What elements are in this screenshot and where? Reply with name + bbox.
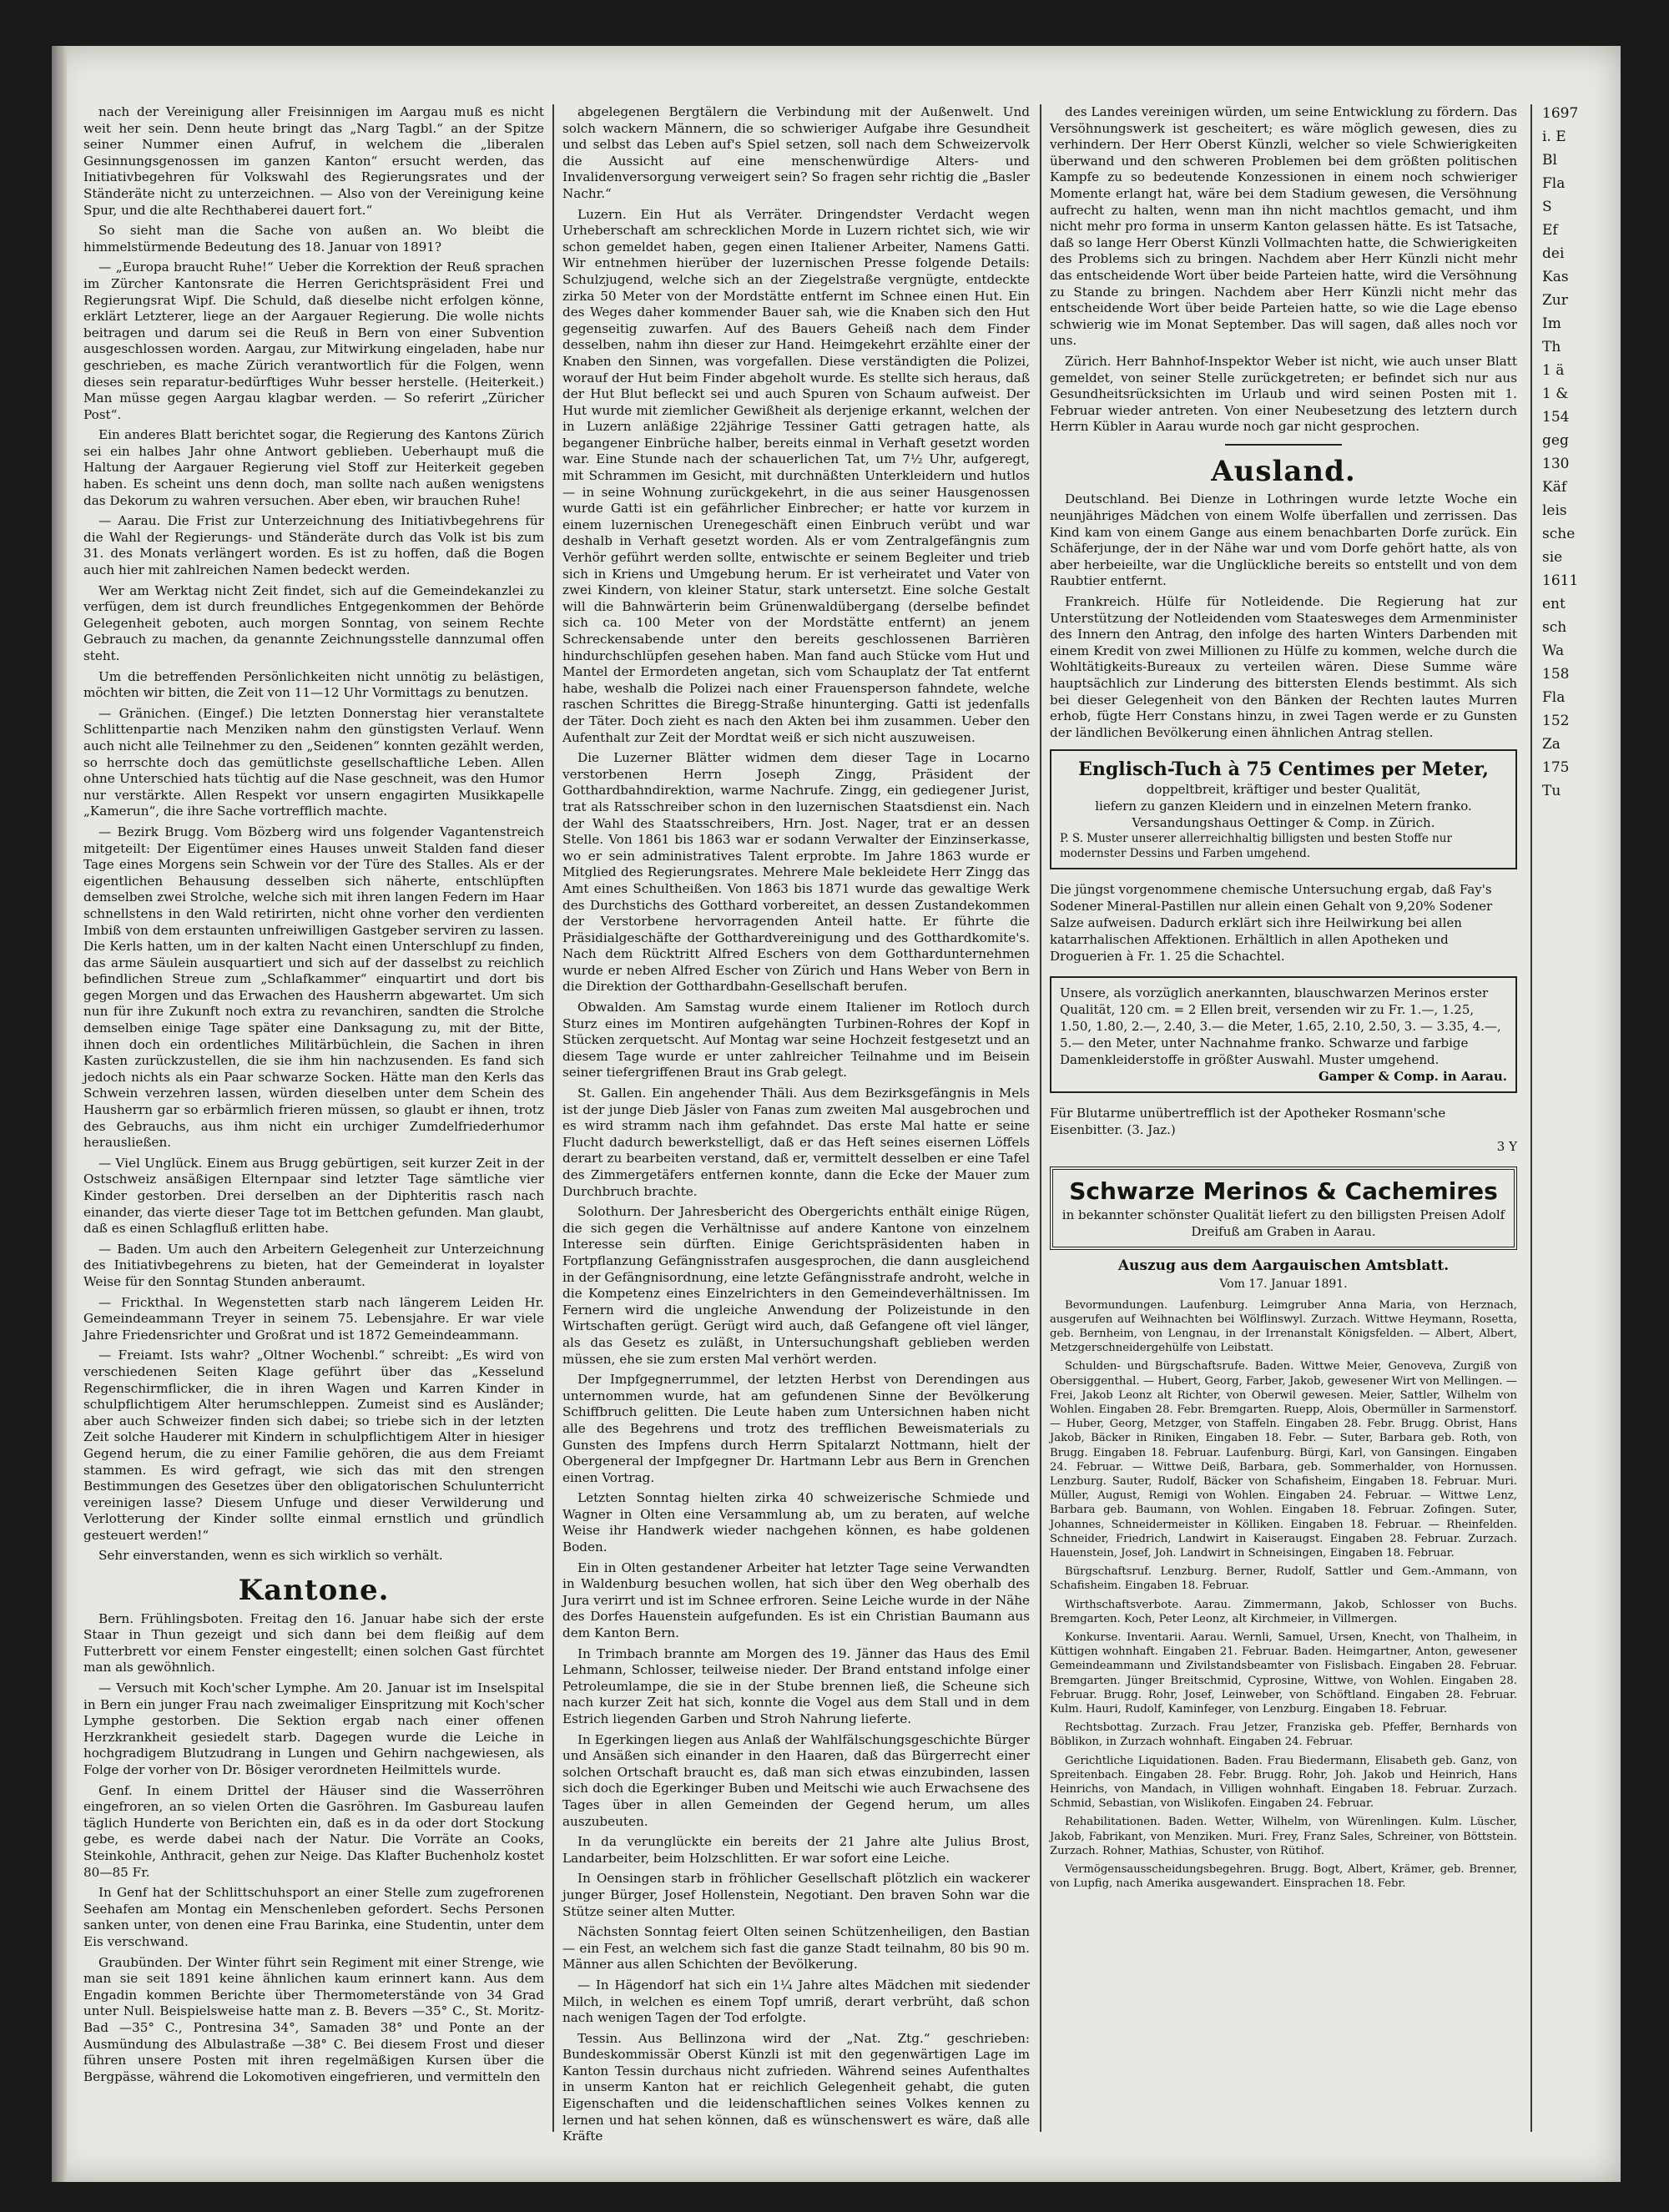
separator-rule — [1225, 444, 1342, 446]
paragraph: i. E — [1542, 128, 1566, 145]
paragraph: Bl — [1542, 152, 1557, 169]
paragraph: — Bezirk Brugg. Vom Bözberg wird uns folgender Vagantenstreich mitgeteilt: Der Eigentümer eines Hauses unweit Stalden fand dieser Tage eines Morgens sein Schwein vor der Türe des Stalles. Als er der eigentlichen Behausung desselben sich näherte, entschlüpften demselben zwei Strolche, welche sich mit ihren langen Federn im Haar schnellstens in den Wald retirirten, nicht ohne vorher den verdienten Imbiß von dem erstaunten unfreiwilligen Gastgeber serviren zu lassen. Die Kerls hatten, um in der kalten Nacht einen Unterschlupf zu finden, das arme Säulein ausquartiert und sich auf der dasselbst zu reichlich befindlichen Streue zum „Schlafkammer“ einquartirt und dort bis gegen Morgen und das Erwachen des Hausherrn abgewartet. Um sich nun für ihre Zukunft noch extra zu revanchiren, sandten die Strolche demselben einige Tage später eine Danksagung zu, mit der Bitte, ihnen doch ein ordentliches Militärbüchlein, die Sachen in ihren Kasten zurückzustellen, die sie ihm hin nachzusenden. Es fand sich jedoch nichts als ein Paar schwarze Socken. Hätte man den Kerls das Schwein verzehren lassen, würden dieselben unter dem Schein des Hausherrn gar so erbärmlich frieren müssen, so glaubt er ihnen, trotz des Gebrauchs, aus ihm nicht ein urchiger Zumdelfriederhumor herausließen. — [83, 824, 544, 1151]
paragraph: 1611 — [1542, 572, 1579, 589]
newspaper-page — [52, 46, 1621, 2182]
ad-eisenbitter — [1050, 1101, 1517, 1158]
paragraph: St. Gallen. Ein angehender Thäli. Aus dem Bezirksgefängnis in Mels ist der junge Dieb Jäsler von Fanas zum zweiten Mal ausgebrochen und es wird stramm nach ihm gefahndet. Das erste Mal hatte er seine Flucht dadurch bewerkstelligt, daß er das Heft seines eisernen Löffels derart zu bearbeiten verstand, daß er, vermittelt desselben er eine Tafel des Zimmergetäfers entfernen konnte, dann die Ecke der Mauer zum Durchbruch brachte. — [562, 1086, 1030, 1199]
paragraph: Za — [1542, 736, 1561, 753]
paragraph: Luzern. Ein Hut als Verräter. Dringendster Verdacht wegen Urheberschaft am schrecklichen Morde in Luzern richtet sich, wie wir schon gemeldet haben, gegen einen Italiener Arbeiter, Namens Gatti. Wir entnehmen hierüber der luzernischen Presse folgende Details: Schulzjugend, welche sich an der Ziegelstraße vergnügte, entdeckte zirka 50 Meter von der Mordstätte entfernt im Schnee einen Hut. Ein des Weges daher kommender Bauer sah, wie die Knaben sich den Hut gegenseitig zuwarfen. Auf des Bauers Geheiß nach dem Finder desselben, nahm ihn dieser zur Hand. Heimgekehrt erzählte einer der Knaben den Sinnen, was vorgefallen. Diese verständigten die Polizei, worauf der Hut beim Finder abgeholt wurde. Es stellte sich heraus, daß der Hut Blut befleckt sei und auch Spuren von Schaum aufweist. Der Hut wurde mit ziemlicher Gewißheit als derjenige erkannt, welchen der in Luzern anläßige 22jährige Tessiner Gatti getragen hatte, als begangener Einbrüche halber, bereits einmal in Verhaft gesetzt worden war. Eine Stunde nach der schauerlichen Tat, um 7½ Uhr, aufgeregt, mit Schrammen im Gesicht, mit durchnäßten Unterkleidern und hutlos — in seine Wohnung zurückgekehrt, in die aus seiner Hausgenossen wurde Gatti ist ein gefährlicher Einbrecher; er hatte vor kurzem in einem luzernischen Urenegeschäft einen Einbruch verübt und war deshalb in Verhaft gesetzt worden. Als er vom Zentralgefängnis zum Verhör geführt werden sollte, entwischte er seinem Begleiter und trieb sich in Kriens und Umgebung herum. Er ist verheiratet und Vater von zwei Kindern, von kleiner Statur, stark untersetzt. Eine solche Gestalt will die Bahnwärterin beim Grünenwaldübergang (derselbe befindet sich ca. 100 Meter von der Mordstätte entfernt) an jenem Schreckensabende unter den bereits geschlossenen Barrièren hindurchschlüpfen gesehen haben. Man fand auch Stücke vom Hut und Mantel der Ermordeten angetan, sich vom Schauplatz der Tat entfernt habe, weshalb die Polizei nach einer Frauensperson fahndete, welche raschen Schrittes die Biregg-Straße hinunterging. Gatti ist jedenfalls der Täter. Doch zieht es nach den Akten bei ihm zusammen. Ueber den Aufenthalt zur Zeit der Mordtat weiß er sich nicht auszuweisen. — [562, 206, 1030, 745]
column-rule — [1530, 104, 1532, 2132]
ad-code: 3 Y — [1496, 1139, 1517, 1155]
paragraph: Ef — [1542, 222, 1558, 239]
paragraph: Solothurn. Der Jahresbericht des Obergerichts enthält einige Rügen, die sich gegen die Verhältnisse auf andere Kantone von einzelnem Interesse sein dürften. Einige Gerichtspräsidenten haben in Fortpflanzung Gefängnisstrafen ausgesprochen, die dann ausgleichend in der Gefängnisordnung, eine letzte Gefängnisstrafe androht, welche in die Kompetenz eines Einzelrichters in den Gemeindeverhältnissen. Im Fernern wird die ungleiche Anwendung der Polizeistunde in den Wirtschaften gerügt. Gerügt wird auch, daß Gefangene oft viel länger, als das Gesetz es zuläßt, in Untersuchungshaft geblieben werden müssen, ehe sie zum ersten Mal verhört werden. — [562, 1204, 1030, 1367]
ad-englisch-tuch — [1050, 749, 1517, 869]
paragraph: — Viel Unglück. Einem aus Brugg gebürtigen, seit kurzer Zeit in der Ostschweiz ansäßigen Elternpaar sind letzter Tage sämtliche vier Kinder gestorben. Drei derselben an der Diphteritis rasch nach einander, das vierte dieser Tage tot im Bettchen gefunden. Man glaubt, daß es einen Schlagfluß erlitten habe. — [83, 1155, 544, 1237]
paragraph: — Aarau. Die Frist zur Unterzeichnung des Initiativbegehrens für die Wahl der Regierungs- und Ständeräte durch das Volk ist bis zum 31. des Monats verlängert worden. Es ist zu hoffen, daß die Bogen auch hier mit zahlreichen Namen bedeckt werden. — [83, 513, 544, 578]
paragraph: nach der Vereinigung aller Freisinnigen im Aargau muß es nicht weit her sein. Denn heute bringt das „Narg Tagbl.“ an der Spitze seiner Nummer einen Aufruf, in welchem die „liberalen Gesinnungsgenossen im ganzen Kanton“ ersucht werden, das Initiativbegehren für Volkswahl des Regierungsrates und der Ständeräte nicht zu unterzeichnen. — Also von der Vereinigung keine Spur, und die alte Rechthaberei dauert fort.“ — [83, 104, 544, 218]
paragraph: Letzten Sonntag hielten zirka 40 schweizerische Schmiede und Wagner in Olten eine Versammlung ab, um zu beraten, auf welche Weise ihr Handwerk wieder nachgehen können, es habe goldenen Boden. — [562, 1490, 1030, 1555]
paragraph: Nächsten Sonntag feiert Olten seinen Schützenheiligen, den Bastian — ein Fest, an welchem sich fast die ganze Stadt teilnahm, 80 bis 90 m. Männer aus allen Schichten der Bevölkerung. — [562, 1924, 1030, 1973]
amtsblatt-title: Auszug aus dem Aargauischen Amtsblatt. — [1117, 1257, 1450, 1275]
paragraph: Schulden- und Bürgschaftsrufe. Baden. Wittwe Meier, Genoveva, Zurgiß von Obersiggenthal. — Hubert, Georg, Farber, Jakob, gewesener Wirt von Mellingen. — Frei, Jakob Leonz alt Richter, von Oberwil gewesen. Meier, Sattler, Wilhelm von Wohlen. Eingaben 28. Febr. Bremgarten. Ruepp, Alois, Obermüller in Sarmenstorf. — Huber, Georg, Metzger, von Staffeln. Eingaben 28. Febr. Brugg. Obrist, Hans Jakob, Bäcker in Riniken, Eingaben 18. Febr. — Suter, Barbara geb. Roth, von Brugg. Eingaben 18. Februar. Laufenburg. Bürgi, Karl, von Gansingen. Eingaben 24. Februar. — Wittwe Deiß, Barbara, geb. Sommerhalder, von Hornussen. Lenzburg. Sauter, Rudolf, Bäcker von Schafisheim, Eingaben 18. Februar. Muri. Müller, August, Remigi von Wohlen. Eingaben 24. Februar. — Wittwe Lenz, Barbara geb. Baumann, von Wohlen. Eingaben 18. Februar. Zofingen. Suter, Johannes, Schneidermeister in Kölliken. Eingaben 18. Februar. — Rheinfelden. Schneider, Friedrich, Landwirt in Kaiseraugst. Eingaben 28. Februar. Zurzach. Hauenstein, Josef, Joh. Landwirt in Schneisingen, Eingaben 18. Februar. — [1050, 1360, 1517, 1560]
paragraph: Fla — [1542, 689, 1566, 706]
paragraph: Frankreich. Hülfe für Notleidende. Die Regierung hat zur Unterstützung der Notleidenden vom Staatesweges dem Armenminister des Innern den Antrag, den infolge des harten Winters Darbenden mit einem Kredit von zwei Millionen zu Hülfe zu kommen, welche durch die Wohltätigkeits-Bureaux zu verteilen wären. Diese Summe wäre hauptsächlich zur Linderung des bittersten Elends bestimmt. Als sich bei dieser Gelegenheit von den Bänken der Rechten lautes Murren erhob, fügte Herr Constans hinzu, in zwei Tagen werde er zu Gunsten der ländlichen Bevölkerung einen ähnlichen Antrag stellen. — [1050, 594, 1517, 740]
paragraph: Wirthschaftsverbote. Aarau. Zimmermann, Jakob, Schlosser von Buchs. Bremgarten. Koch, Peter Leonz, alt Kirchmeier, in Villmergen. — [1050, 1598, 1517, 1625]
paragraph: geg — [1542, 432, 1569, 449]
paragraph: Wer am Werktag nicht Zeit findet, sich auf die Gemeindekanzlei zu verfügen, dem ist durch freundliches Entgegenkommen der Behörde Gelegenheit geboten, auch morgen Sonntag, von seinem Rechte Gebrauch zu machen, da genannte Zeichnungsstelle dannzumal offen steht. — [83, 582, 544, 663]
paragraph: In Oensingen starb in fröhlicher Gesellschaft plötzlich ein wackerer junger Bürger, Josef Hollenstein, Negotiant. Den braven Sohn war die Stütze seiner alten Mutter. — [562, 1871, 1030, 1919]
paragraph: S — [1542, 199, 1552, 215]
paragraph: Um die betreffenden Persönlichkeiten nicht unnötig zu belästigen, möchten wir bitten, die Zeit von 11—12 Uhr Vormittags zu benutzen. — [83, 668, 544, 701]
column-rule — [552, 104, 554, 2132]
column-2-paragraphs — [562, 104, 1030, 2145]
paragraph: Graubünden. Der Winter führt sein Regiment mit einer Strenge, wie man sie seit 1891 keine ähnlichen kaum erinnert kann. Aus dem Engadin kommen Berichte über Thermometerstände von 34 Grad unter Null. Beispielsweise hatte man z. B. Bevers —35° C., St. Moritz-Bad —35° C., Pontresina 34°, Samaden 38° und Ponte an der Ausmündung des Albulastraße —38° C. Bei diesem Frost und dieser führen unsere Posten mit ihren regelmäßigen Kursen über die Bergpässe, während die Lokomotiven eingefrieren, und vermitteln den — [83, 1954, 544, 2084]
paragraph: Sehr einverstanden, wenn es sich wirklich so verhält. — [98, 1548, 443, 1564]
paragraph: So sieht man die Sache von außen an. Wo bleibt die himmelstürmende Bedeutung des 18. Januar von 1891? — [83, 223, 544, 254]
paragraph: Zur — [1542, 292, 1568, 309]
ad-body: Die jüngst vorgenommene chemische Untersuchung ergab, daß Fay's Sodener Mineral-Pastillen nur allein einen Gehalt von 9,20% Sodener Salze aufweisen. Dadurch erklärt sich ihre Heilwirkung bei allen katarrhalischen Affektionen. Erhältlich in allen Apotheken und Droguerien à Fr. 1. 25 die Schachtel. — [1050, 882, 1493, 965]
paragraph: 154 — [1542, 409, 1570, 426]
paragraph: Der Impfgegnerrummel, der letzten Herbst von Derendingen aus unternommen wurde, hat am gefundenen Sinne der Bevölkerung Schiffbruch gelitten. Die Leute haben zum Untersichnen haben nicht alle des Begehrens und trotz des trefflichen Beweismaterials zu Gunsten des Impfens durch Herrn Spitalarzt Nottmann, hielt der Obergeneral der Impfgegner Dr. Hartmann Lebr aus Bern in Grenchen einen Vortrag. — [562, 1372, 1030, 1485]
paragraph: Obwalden. Am Samstag wurde einem Italiener im Rotloch durch Sturz eines im Montiren aufgehängten Turbinen-Rohres der Kopf in Stücken zerquetscht. Auf Montag war seine Hochzeit festgesetzt und an diesem Tage wurde er unter zahlreicher Teilnahme und im Beisein seiner tiefergriffenen Braut ins Grab gelegt. — [562, 1000, 1030, 1081]
paragraph: Ein anderes Blatt berichtet sogar, die Regierung des Kantons Zürich sei ein halbes Jahr ohne Antwort geblieben. Ueberhaupt muß die Haltung der Aargauer Regierung viel Stoff zur Heiterkeit gegeben haben. Es scheint uns denn doch, man sollte nach außen wenigstens das Dekorum zu wahren versuchen. Aber eben, wir brauchen Ruhe! — [83, 427, 544, 508]
paragraph: Tu — [1542, 783, 1561, 799]
paragraph: 1697 — [1542, 105, 1579, 122]
paragraph: Fla — [1542, 175, 1566, 192]
section-heading-ausland: Ausland. — [1211, 454, 1356, 488]
paragraph: — Baden. Um auch den Arbeitern Gelegenheit zur Unterzeichnung des Initiativbegehrens zu bieten, hat der Gemeinderat in loyalster Weise für den Sonntag Stunden anberaumt. — [83, 1241, 544, 1289]
paragraph: sie — [1542, 549, 1563, 566]
paragraph: Kas — [1542, 269, 1569, 285]
paragraph: Zürich. Herr Bahnhof-Inspektor Weber ist nicht, wie auch unser Blatt gemeldet, von seiner Stelle zurückgetreten; er befindet sich nur aus Gesundheitsrücksichten im Urlaub und wird seinen Posten mit 1. Februar wieder antreten. Von einer Neubesetzung des letztern durch Herrn Kübler in Aarau wurde noch gar nicht gesprochen. — [1050, 353, 1517, 435]
column-1-paragraphs — [83, 104, 544, 1565]
paragraph: sch — [1542, 619, 1567, 636]
paragraph: Bevormundungen. Laufenburg. Leimgruber Anna Maria, von Herznach, ausgerufen auf Weihnachten bei Wölflinswyl. Zurzach. Wittwe Heymann, Rosetta, geb. Bernheim, von Lengnau, in der Irrenanstalt Königsfelden. — Albert, Albert, Metzgerschneidergehülfe von Leibstatt. — [1050, 1298, 1517, 1355]
paragraph: — „Europa braucht Ruhe!“ Ueber die Korrektion der Reuß sprachen im Zürcher Kantonsrate die Herren Gerichtspräsident Frei und Regierungsrat Wipf. Die Schuld, daß dieselbe nicht erfolgen könne, erklärt Letzterer, liege an der Aargauer Regierung. Die wolle nichts beitragen und darum sei die Reuß in Bern von einer Subvention ausgeschlossen worden. Aargau, zur Mitwirkung eingeladen, habe nur geschrieben, es mache Zürich verantwortlich für die Folgen, wenn dieses sein reparatur-bedürftiges Wuhr besser herstelle. (Heiterkeit.) Man müsse gegen Aargau klagbar werden. — So referirt „Züricher Post“. — [83, 259, 544, 422]
paragraph: abgelegenen Bergtälern die Verbindung mit der Außenwelt. Und solch wackern Männern, die so schwieriger Aufgabe ihre Gesundheit und selbst das Leben auf's Spiel setzen, soll nach dem Schweizervolk die Aussicht auf eine menschenwürdige Alters- und Invalidenversorgung verweigert sein? So fragen sehr richtig die „Basler Nachr.“ — [562, 104, 1030, 201]
paragraph: Vermögensausscheidungsbegehren. Brugg. Bogt, Albert, Krämer, geb. Brenner, von Lupfig, nach Amerika ausgewandert. Einsprachen 18. Febr. — [1050, 1863, 1517, 1891]
column-rule — [1040, 104, 1041, 2132]
paragraph: — Freiamt. Ists wahr? „Oltner Wochenbl.“ schreibt: „Es wird von verschiedenen Seiten Klage geführt über das „Kesselund Regenschirmflicker, die in ihren Wagen und Karren Kinder in schulpflichtigem Alter herumschleppen. Zumeist sind es Ausländer; aber auch Schweizer finden sich dabei; so triebe sich in der letzten Zeit solche Hauderer mit Kindern in schulpflichtigem Alter in hiesiger Gegend herum, die zu einer Familie gehören, die aus dem Freiamt stammen. Es wird gefragt, wie sich das mit den strengen Bestimmungen des Gesetzes über den obligatorischen Schulunterricht vereinigen lasse? Diesem Unfuge und dieser Verwilderung und Verlotterung der Kinder sollte einmal ernstlich und gründlich gesteuert werden!“ — [83, 1348, 544, 1543]
column-3-ausland-paragraphs — [1050, 491, 1517, 741]
paragraph: 158 — [1542, 666, 1570, 683]
column-2 — [562, 104, 1030, 2144]
paragraph: — Versuch mit Koch'scher Lymphe. Am 20. Januar ist im Inselspital in Bern ein junger Frau nach zweimaliger Einspritzung mit Koch'scher Lymphe gestorben. Die Sektion ergab nach einer offenen Herzkrankheit gesiedelt starb. Dagegen wurde die Leiche in hochgradigem Blutzudrang in Lungen und Gehirn nachgewiesen, als Folge der vorher von Dr. Bösiger verordneten Heilmittels wurde. — [83, 1680, 544, 1777]
ad-body: liefern zu ganzen Kleidern und in einzelnen Metern franko. Versandungshaus Oettinger & Comp. in Zürich. — [1095, 799, 1472, 831]
ad-body: in bekannter schönster Qualität liefert zu den billigsten Preisen Adolf Dreifuß am Graben in Aarau. — [1061, 1207, 1505, 1240]
ad-title: Englisch-Tuch à 75 Centimes per Meter, — [1078, 758, 1489, 781]
paragraph: 1 ä — [1542, 362, 1565, 379]
paragraph: Konkurse. Inventarii. Aarau. Wernli, Samuel, Ursen, Knecht, von Thalheim, in Küttigen wohnhaft. Eingaben 21. Februar. Baden. Heimgartner, Anton, gewesener Gemeindeammann und Zivilstandsbeamter von Fislisbach. Eingaben 28. Februar. Bremgarten. Jünger Breitschmid, Cyprosine, Wittwe, von Wohlen. Eingaben 28. Februar. Brugg. Rohr, Josef, Leinweber, von Schöftland. Eingaben 28. Februar. Kulm. Hauri, Rudolf, Kaminfeger, von Lenzburg. Eingaben 18. Februar. — [1050, 1631, 1517, 1716]
ad-fays-pastillen — [1050, 878, 1517, 968]
column-1-kantone-paragraphs — [83, 1611, 544, 2086]
amtsblatt-entries — [1050, 1298, 1517, 1892]
paragraph: 152 — [1542, 713, 1570, 729]
ad-title: Schwarze Merinos & Cachemires — [1069, 1177, 1498, 1206]
paragraph: In da verunglückte ein bereits der 21 Jahre alte Julius Brost, Landarbeiter, beim Holzschlitten. Er war sofort eine Leiche. — [562, 1834, 1030, 1866]
column-3-paragraphs — [1050, 104, 1517, 436]
paragraph: 1 & — [1542, 385, 1569, 402]
paragraph: Genf. In einem Drittel der Häuser sind die Wasserröhren eingefroren, an so vielen Orten die Gasröhren. Im Gasbureau laufen täglich Hunderte von Berichten ein, daß es in da oder dort Stockung gebe, es werde dabei nach der Natur. Die Vorräte an Cooks, Steinkohle, Anthracit, gehen zur Neige. Das Klafter Buchenholz kostet 80—85 Fr. — [83, 1782, 544, 1880]
paragraph: In Genf hat der Schlittschuhsport an einer Stelle zum zugefrorenen Seehafen am Montag ein Menschenleben gefordert. Sechs Personen sanken unter, von denen eine Frau Barinka, eine Studentin, unter dem Eis verschwand. — [83, 1885, 544, 1949]
paragraph: Deutschland. Bei Dienze in Lothringen wurde letzte Woche ein neunjähriges Mädchen von einem Wolfe überfallen und zerrissen. Das Kind kam von einem Gange aus einem benachbarten Dorfe zurück. Ein Schäferjunge, der in der Nähe war und vom Dorfe gehört hatte, als von aber herbeieilte, war die Unglückliche bereits so entstellt und von dem Raubtier entfernt. — [1050, 491, 1517, 589]
paragraph: Bern. Frühlingsboten. Freitag den 16. Januar habe sich der erste Staar in Thun gezeigt und sich dann bei dem fleißig auf dem Futterbrett vor einem Fenster eingestellt; einen solchen Gast fürchtet man als gewöhnlich. — [83, 1610, 544, 1675]
paragraph: leis — [1542, 502, 1567, 519]
section-heading-kantone: Kantone. — [238, 1574, 390, 1608]
paragraph: Gerichtliche Liquidationen. Baden. Frau Biedermann, Elisabeth geb. Ganz, von Spreitenbach. Eingaben 28. Febr. Brugg. Rohr, Joh. Jakob und Heinrich, Hans Heinrichs, von Mandach, in Villigen wohnhaft. Eingaben 18. Februar. Zurzach. Schmid, Sebastian, von Wislikofen. Eingaben 24. Februar. — [1050, 1754, 1517, 1811]
ad-note: P. S. Muster unserer allerreichhaltig billigsten und besten Stoffe nur modernster Dessins und Farben umgehend. — [1060, 832, 1452, 861]
paragraph: — Gränichen. (Eingef.) Die letzten Donnerstag hier veranstaltete Schlittenpartie nach Menziken nahm den günstigsten Verlauf. Wenn auch nicht alle Teilnehmer zu den „Seidenen“ konnten gezählt werden, so herrschte doch das gemütlichste gesellschaftliche Leben. Allen ohne Unterschied hats tüchtig auf die Nase geschneit, was den Humor nur verstärkte. Allen Respekt vor unsern engagirten Musikkapelle „Kamerun“, die ihre Sache vortrefflich machte. — [83, 705, 544, 819]
paragraph: sche — [1542, 526, 1576, 542]
paragraph: Käf — [1542, 479, 1567, 496]
ad-schwarze-merinos — [1050, 1166, 1517, 1250]
paragraph: 175 — [1542, 759, 1570, 776]
paragraph: 130 — [1542, 456, 1570, 472]
ad-body: Für Blutarme unübertrefflich ist der Apotheker Rosmann'sche Eisenbitter. (3. Jaz.) — [1050, 1106, 1446, 1138]
paragraph: ent — [1542, 596, 1566, 612]
paragraph: Bürgschaftsruf. Lenzburg. Berner, Rudolf, Sattler und Gem.-Ammann, von Schafisheim. Eingaben 18. Februar. — [1050, 1565, 1517, 1593]
paragraph: dei — [1542, 245, 1565, 262]
paragraph: — In Hägendorf hat sich ein 1¼ Jahre altes Mädchen mit siedender Milch, in welchen es einem Topf umriß, derart verbrüht, daß schon nach wenigen Tagen der Tod erfolgte. — [562, 1977, 1030, 2026]
paragraph: — Frickthal. In Wegenstetten starb nach längerem Leiden Hr. Gemeindeammann Treyer in seinem 75. Lebensjahre. Er war viele Jahre Friedensrichter und Großrat und ist 1872 Gemeindeammann. — [83, 1294, 544, 1343]
page-gutter — [52, 46, 67, 2182]
paragraph: Tessin. Aus Bellinzona wird der „Nat. Ztg.“ geschrieben: Bundeskommissär Oberst Künzli ist mit den gegenwärtigen Lage im Kanton Tessin durchaus nicht zufrieden. Während seines Aufenthaltes in unserm Kanton hat er reichlich Gelegenheit gehabt, die guten Eigenschaften und die leidenschaftlichen seines Volkes kennen zu lernen und hat sehen können, daß es wünschenswert es wäre, daß alle Kräfte — [562, 2030, 1030, 2144]
ad-body: Unsere, als vorzüglich anerkannten, blauschwarzen Merinos erster Qualität, 120 cm. = 2 Ellen breit, versenden wir zu Fr. 1.—, 1.25, 1.50, 1.80, 2.—, 2.40, 3.— die Meter, 1.65, 2.10, 2.50, 3. — 3.35, 4.—, 5.— den Meter, unter Nachnahme franko. Schwarze und farbige Damenkleiderstoffe in größter Auswahl. Muster umgehend. — [1060, 985, 1501, 1068]
paragraph: Wa — [1542, 642, 1565, 659]
ad-firm: Gamper & Comp. in Aarau. — [1318, 1069, 1507, 1085]
column-4-fragments — [1542, 104, 1621, 800]
ad-merinos — [1050, 976, 1517, 1093]
paragraph: Die Luzerner Blätter widmen dem dieser Tage in Locarno verstorbenen Herrn Joseph Zingg, Präsident der Gotthardbahndirektion, warme Nachrufe. Zingg, ein gediegener Jurist, trat als Ratsschreiber schon in den luzernischen Staatsdienst ein. Nach der Wahl des Staatsschreibers, Hrn. Jost. Nager, trat er an dessen Stelle. Von 1861 bis 1863 war er sodann Verwalter der Einzinserkasse, wo er sein administratives Talent erprobte. Im Jahre 1863 wurde er Mitglied des Regierungsrates. Mehrere Male bekleidete Herr Zingg das Amt eines Schultheißen. Von 1863 bis 1871 wurde das gewaltige Werk des Durchstichs des Gotthard vorbereitet, an dessen Zustandekommen der Verstorbene hervorragenden Anteil hatte. Er führte die Präsidialgeschäfte der Gotthardvereinigung und des Gotthardkomite's. Nach dem Rücktritt Alfred Eschers von dem Gotthardunternehmen wurde er neben Alfred Escher von Zürich und Hans Weber von Bern in die Direktion der Gotthardbahn-Gesellschaft berufen. — [562, 750, 1030, 995]
paragraph: In Trimbach brannte am Morgen des 19. Jänner das Haus des Emil Lehmann, Schlosser, teilweise nieder. Der Brand entstand infolge einer Petroleumlampe, die sie in der Stube brennen ließ, die Scheune sich nach kurzer Zeit hat sich, konnte die Vogel aus dem Stall und in dem Estrich liegenden Garben und Stroh Nahrung lieferte. — [562, 1645, 1030, 1726]
paragraph: Rechtsbottag. Zurzach. Frau Jetzer, Franziska geb. Pfeffer, Bernhards von Böblikon, in Zurzach wohnhaft. Eingaben 24. Februar. — [1050, 1721, 1517, 1749]
paragraph: Ein in Olten gestandener Arbeiter hat letzter Tage seine Verwandten in Waldenburg besuchen wollen, hat sich über den Weg oberhalb des Jura verirrt und ist im Schnee erfroren. Seine Leiche wurde in der Nähe des Dorfes Hauenstein aufgefunden. Es ist ein Christian Baumann aus dem Kanton Bern. — [562, 1559, 1030, 1641]
paragraph: In Egerkingen liegen aus Anlaß der Wahlfälschungsgeschichte Bürger und Ansäßen sich einander in den Haaren, daß das Bürgerrecht einer solchen Ortschaft braucht es, daß man sich etwas einzubinden, lassen sich doch die Egerkinger Buben und Meitschi wie auch Erwachsene des Tages über in allen Gemeinden der Gegend herum, um alles auszubeuten. — [562, 1731, 1030, 1829]
column-1 — [83, 104, 544, 2132]
ad-subtitle: doppeltbreit, kräftiger und bester Qualität, — [1146, 782, 1421, 798]
paragraph: des Landes vereinigen würden, um seine Entwicklung zu fördern. Das Versöhnungswerk ist gescheitert; es wäre möglich gewesen, dies zu verhindern. Der Herr Oberst Künzli, welcher so viele Schwierigkeiten überwand und den schweren Problemen bei dem größten politischen Kampfe zu so bedeutende Konzessionen in einem noch schwieriger Momente erlangt hat, wäre bei dem Stadium gewesen, die Versöhnung aufrecht zu halten, wenn man ihn nicht machtlos gemacht, und ihm nicht mehr pro forma in unserm Kanton gelassen hätte. Es ist Tatsache, daß so lange Herr Oberst Künzli Vollmachten hatte, die Schwierigkeiten des Problems sich zu bringen. Nachdem aber Herr Künzli nicht mehr das entscheidende Wort über beide Parteien hatte, wird die Versöhnung zu Stande zu bringen. Nachdem aber Herr Künzli nicht mehr das entscheidende Wort über beide Parteien hatte, so wie die Lage ebenso schwierig wie im Monat September. Das will sagen, daß alles noch vor uns. — [1050, 104, 1517, 349]
column-3 — [1050, 104, 1517, 2132]
column-4-fragment — [1542, 104, 1621, 2132]
paragraph: Rehabilitationen. Baden. Wetter, Wilhelm, von Würenlingen. Kulm. Lüscher, Jakob, Fabrikant, von Menziken. Muri. Frey, Franz Sales, Schreiner, von Böttstein. Zurzach. Rohner, Mathias, Schuster, von Rütihof. — [1050, 1816, 1517, 1857]
paragraph: Th — [1542, 339, 1561, 355]
paragraph: Im — [1542, 315, 1561, 332]
amtsblatt-date: Vom 17. Januar 1891. — [1219, 1277, 1348, 1291]
